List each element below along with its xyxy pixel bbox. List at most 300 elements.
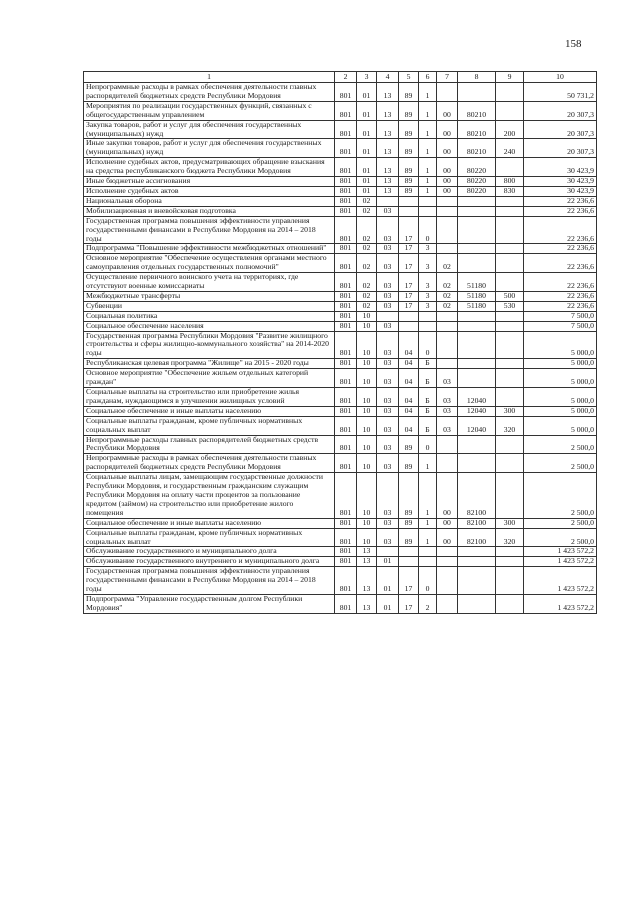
row-amount-cell: 20 307,3 (524, 120, 597, 139)
row-code-cell-c2: 801 (335, 359, 357, 369)
row-code-cell-c8: 51180 (458, 301, 496, 311)
row-code-cell-c6 (419, 321, 437, 331)
table-header-row (84, 72, 597, 83)
table-row (84, 291, 597, 301)
row-name-cell: Исполнение судебных актов, предусматривающих обращение взыскания на средства республиканского бюджета Республики Мордовия (84, 158, 335, 177)
row-code-cell-c5: 04 (399, 369, 419, 388)
table-row (84, 518, 597, 528)
row-code-cell-c4: 13 (377, 83, 399, 102)
row-code-cell-c5: 17 (399, 273, 419, 292)
table-row (84, 594, 597, 613)
row-code-cell-c3: 13 (357, 594, 377, 613)
table-row (84, 547, 597, 557)
row-code-cell-c8: 82100 (458, 518, 496, 528)
column-header: 8 (458, 72, 496, 83)
row-code-cell-c5: 89 (399, 139, 419, 158)
row-amount-cell: 22 236,6 (524, 301, 597, 311)
row-code-cell-c2: 801 (335, 101, 357, 120)
budget-table (83, 71, 597, 614)
row-amount-cell: 30 423,9 (524, 158, 597, 177)
row-code-cell-c9: 200 (496, 120, 524, 139)
row-code-cell-c5: 89 (399, 186, 419, 196)
row-name-cell: Социальное обеспечение населения (84, 321, 335, 331)
row-amount-cell: 5 000,0 (524, 416, 597, 435)
row-code-cell-c6: Б (419, 359, 437, 369)
row-code-cell-c2: 801 (335, 321, 357, 331)
row-name-cell: Государственная программа повышения эффективности управления государственными финансами в Республике Мордовия на 2014 – 2018 годы (84, 216, 335, 244)
row-code-cell-c5 (399, 311, 419, 321)
row-code-cell-c4: 13 (377, 101, 399, 120)
row-code-cell-c5: 89 (399, 473, 419, 519)
row-code-cell-c2: 801 (335, 254, 357, 273)
row-code-cell-c9 (496, 594, 524, 613)
row-code-cell-c9 (496, 557, 524, 567)
row-amount-cell: 30 423,9 (524, 186, 597, 196)
row-code-cell-c4: 03 (377, 206, 399, 216)
row-name-cell: Обслуживание государственного внутреннего и муниципального долга (84, 557, 335, 567)
row-name-cell: Непрограммные расходы в рамках обеспечения деятельности главных распорядителей бюджетных средств Республики Мордовия (84, 83, 335, 102)
row-code-cell-c4: 01 (377, 567, 399, 595)
row-code-cell-c4: 03 (377, 528, 399, 547)
row-code-cell-c3: 10 (357, 359, 377, 369)
row-code-cell-c4: 13 (377, 158, 399, 177)
row-code-cell-c6: Б (419, 416, 437, 435)
row-code-cell-c5: 89 (399, 158, 419, 177)
row-amount-cell: 7 500,0 (524, 321, 597, 331)
row-code-cell-c8 (458, 567, 496, 595)
row-code-cell-c4: 03 (377, 359, 399, 369)
table-row (84, 186, 597, 196)
row-code-cell-c7 (437, 244, 458, 254)
row-code-cell-c3: 10 (357, 435, 377, 454)
row-code-cell-c5: 04 (399, 331, 419, 359)
row-name-cell: Иные закупки товаров, работ и услуг для обеспечения государственных (муниципальных) нужд (84, 139, 335, 158)
row-code-cell-c6: 3 (419, 244, 437, 254)
row-code-cell-c5: 89 (399, 120, 419, 139)
row-code-cell-c6: 0 (419, 435, 437, 454)
row-code-cell-c3: 01 (357, 83, 377, 102)
row-code-cell-c4: 03 (377, 435, 399, 454)
row-code-cell-c5: 89 (399, 177, 419, 187)
row-code-cell-c5: 89 (399, 83, 419, 102)
row-code-cell-c6: 1 (419, 528, 437, 547)
row-amount-cell: 22 236,6 (524, 244, 597, 254)
row-code-cell-c6: 1 (419, 473, 437, 519)
column-header: 3 (357, 72, 377, 83)
row-code-cell-c4: 03 (377, 331, 399, 359)
row-code-cell-c8: 12040 (458, 416, 496, 435)
table-row (84, 206, 597, 216)
row-code-cell-c7 (437, 206, 458, 216)
row-code-cell-c2: 801 (335, 331, 357, 359)
row-code-cell-c6: 0 (419, 216, 437, 244)
row-code-cell-c4: 03 (377, 369, 399, 388)
table-row (84, 301, 597, 311)
row-code-cell-c9 (496, 254, 524, 273)
row-code-cell-c6: 1 (419, 139, 437, 158)
row-code-cell-c6: 1 (419, 158, 437, 177)
row-code-cell-c3: 10 (357, 454, 377, 473)
row-code-cell-c5 (399, 196, 419, 206)
row-code-cell-c7: 03 (437, 416, 458, 435)
row-code-cell-c7: 03 (437, 406, 458, 416)
row-name-cell: Обслуживание государственного и муниципального долга (84, 547, 335, 557)
row-name-cell: Социальная политика (84, 311, 335, 321)
row-code-cell-c8 (458, 216, 496, 244)
row-code-cell-c7 (437, 557, 458, 567)
table-row (84, 416, 597, 435)
row-code-cell-c4: 03 (377, 273, 399, 292)
row-amount-cell: 22 236,6 (524, 206, 597, 216)
row-code-cell-c9 (496, 83, 524, 102)
row-name-cell: Социальное обеспечение и иные выплаты населению (84, 518, 335, 528)
table-row (84, 369, 597, 388)
row-code-cell-c3: 02 (357, 301, 377, 311)
row-code-cell-c2: 801 (335, 406, 357, 416)
row-code-cell-c3: 02 (357, 291, 377, 301)
row-code-cell-c8 (458, 331, 496, 359)
row-code-cell-c3: 10 (357, 369, 377, 388)
row-code-cell-c5 (399, 321, 419, 331)
row-code-cell-c8 (458, 547, 496, 557)
row-code-cell-c8: 80210 (458, 120, 496, 139)
row-code-cell-c4: 01 (377, 594, 399, 613)
row-amount-cell: 7 500,0 (524, 311, 597, 321)
row-code-cell-c9 (496, 388, 524, 407)
row-code-cell-c7: 00 (437, 186, 458, 196)
table-row (84, 273, 597, 292)
row-code-cell-c8: 12040 (458, 406, 496, 416)
row-amount-cell: 1 423 572,2 (524, 594, 597, 613)
row-amount-cell: 22 236,6 (524, 273, 597, 292)
row-code-cell-c4: 03 (377, 406, 399, 416)
row-code-cell-c9 (496, 369, 524, 388)
row-code-cell-c4: 13 (377, 186, 399, 196)
row-code-cell-c7 (437, 359, 458, 369)
row-code-cell-c6: Б (419, 406, 437, 416)
row-code-cell-c7: 00 (437, 518, 458, 528)
row-code-cell-c5: 17 (399, 594, 419, 613)
row-code-cell-c3: 10 (357, 321, 377, 331)
row-code-cell-c3: 02 (357, 206, 377, 216)
row-code-cell-c7: 00 (437, 177, 458, 187)
row-code-cell-c4: 03 (377, 244, 399, 254)
row-code-cell-c3: 10 (357, 416, 377, 435)
row-name-cell: Мероприятия по реализации государственных функций, связанных с общегосударственным управлением (84, 101, 335, 120)
row-code-cell-c8: 51180 (458, 273, 496, 292)
row-code-cell-c6 (419, 196, 437, 206)
row-amount-cell: 2 500,0 (524, 454, 597, 473)
row-code-cell-c2: 801 (335, 547, 357, 557)
row-name-cell: Непрограммные расходы в рамках обеспечения деятельности главных распорядителей бюджетных средств Республики Мордовия (84, 454, 335, 473)
row-amount-cell: 22 236,6 (524, 196, 597, 206)
row-code-cell-c6: 1 (419, 518, 437, 528)
row-code-cell-c6: 3 (419, 254, 437, 273)
row-code-cell-c6 (419, 557, 437, 567)
row-code-cell-c7 (437, 594, 458, 613)
row-code-cell-c5: 89 (399, 518, 419, 528)
row-code-cell-c9: 800 (496, 177, 524, 187)
row-code-cell-c6: 0 (419, 331, 437, 359)
row-code-cell-c7: 02 (437, 254, 458, 273)
row-code-cell-c4 (377, 547, 399, 557)
row-code-cell-c6: 1 (419, 454, 437, 473)
row-name-cell: Республиканская целевая программа "Жилище" на 2015 - 2020 годы (84, 359, 335, 369)
row-name-cell: Иные бюджетные ассигнования (84, 177, 335, 187)
row-code-cell-c2: 801 (335, 291, 357, 301)
row-code-cell-c7: 03 (437, 369, 458, 388)
row-code-cell-c9: 320 (496, 528, 524, 547)
row-code-cell-c8 (458, 244, 496, 254)
row-code-cell-c7: 00 (437, 528, 458, 547)
row-code-cell-c3: 13 (357, 547, 377, 557)
row-code-cell-c9: 530 (496, 301, 524, 311)
row-code-cell-c2: 801 (335, 196, 357, 206)
row-code-cell-c6: 3 (419, 291, 437, 301)
row-code-cell-c8: 82100 (458, 528, 496, 547)
row-code-cell-c4: 03 (377, 216, 399, 244)
row-code-cell-c2: 801 (335, 273, 357, 292)
row-code-cell-c6: Б (419, 388, 437, 407)
row-code-cell-c6: 1 (419, 83, 437, 102)
column-header: 4 (377, 72, 399, 83)
row-amount-cell: 2 500,0 (524, 528, 597, 547)
row-code-cell-c8 (458, 435, 496, 454)
row-code-cell-c3: 01 (357, 177, 377, 187)
row-code-cell-c9 (496, 311, 524, 321)
row-name-cell: Основное мероприятие "Обеспечение жильем отдельных категорий граждан" (84, 369, 335, 388)
row-amount-cell: 5 000,0 (524, 369, 597, 388)
column-header: 5 (399, 72, 419, 83)
table-row (84, 557, 597, 567)
page-number: 158 (565, 38, 582, 50)
row-code-cell-c5: 89 (399, 435, 419, 454)
row-code-cell-c9 (496, 158, 524, 177)
row-code-cell-c5: 04 (399, 359, 419, 369)
row-code-cell-c2: 801 (335, 139, 357, 158)
row-code-cell-c2: 801 (335, 177, 357, 187)
row-code-cell-c9 (496, 454, 524, 473)
row-code-cell-c2: 801 (335, 473, 357, 519)
row-name-cell: Социальные выплаты гражданам, кроме публичных нормативных социальных выплат (84, 528, 335, 547)
row-code-cell-c9 (496, 273, 524, 292)
row-amount-cell: 22 236,6 (524, 254, 597, 273)
row-code-cell-c3: 10 (357, 388, 377, 407)
row-name-cell: Непрограммные расходы главных распорядителей бюджетных средств Республики Мордовия (84, 435, 335, 454)
row-code-cell-c3: 01 (357, 139, 377, 158)
row-code-cell-c9 (496, 331, 524, 359)
row-amount-cell: 30 423,9 (524, 177, 597, 187)
row-code-cell-c5: 89 (399, 454, 419, 473)
row-name-cell: Государственная программа повышения эффективности управления государственными финансами в Республике Мордовия на 2014 – 2018 годы (84, 567, 335, 595)
row-code-cell-c4: 13 (377, 120, 399, 139)
row-code-cell-c8 (458, 311, 496, 321)
table-row (84, 83, 597, 102)
row-code-cell-c2: 801 (335, 186, 357, 196)
row-code-cell-c4: 03 (377, 321, 399, 331)
row-code-cell-c2: 801 (335, 158, 357, 177)
row-code-cell-c8 (458, 454, 496, 473)
row-code-cell-c2: 801 (335, 518, 357, 528)
row-name-cell: Основное мероприятие "Обеспечение осуществления органами местного самоуправления отдельных государственных полномочий" (84, 254, 335, 273)
row-code-cell-c3: 10 (357, 528, 377, 547)
row-name-cell: Социальные выплаты гражданам, кроме публичных нормативных социальных выплат (84, 416, 335, 435)
row-name-cell: Подпрограмма "Управление государственным долгом Республики Мордовия" (84, 594, 335, 613)
row-code-cell-c8: 80220 (458, 158, 496, 177)
row-code-cell-c2: 801 (335, 388, 357, 407)
row-name-cell: Субвенции (84, 301, 335, 311)
table-row (84, 454, 597, 473)
row-code-cell-c3: 02 (357, 196, 377, 206)
row-code-cell-c2: 801 (335, 206, 357, 216)
row-name-cell: Подпрограмма "Повышение эффективности межбюджетных отношений" (84, 244, 335, 254)
row-code-cell-c7: 00 (437, 139, 458, 158)
row-code-cell-c2: 801 (335, 369, 357, 388)
row-code-cell-c2: 801 (335, 120, 357, 139)
row-code-cell-c2: 801 (335, 435, 357, 454)
row-name-cell: Межбюджетные трансферты (84, 291, 335, 301)
table-row (84, 244, 597, 254)
row-amount-cell: 20 307,3 (524, 101, 597, 120)
row-code-cell-c3: 02 (357, 244, 377, 254)
row-code-cell-c5: 17 (399, 291, 419, 301)
row-code-cell-c4: 03 (377, 454, 399, 473)
row-amount-cell: 5 000,0 (524, 359, 597, 369)
row-code-cell-c7: 00 (437, 158, 458, 177)
row-code-cell-c3: 02 (357, 216, 377, 244)
row-code-cell-c8 (458, 359, 496, 369)
row-code-cell-c8 (458, 206, 496, 216)
row-code-cell-c7 (437, 83, 458, 102)
row-amount-cell: 50 731,2 (524, 83, 597, 102)
row-name-cell: Мобилизационная и вневойсковая подготовка (84, 206, 335, 216)
row-code-cell-c9 (496, 359, 524, 369)
row-code-cell-c8: 80210 (458, 101, 496, 120)
row-amount-cell: 20 307,3 (524, 139, 597, 158)
row-code-cell-c9: 300 (496, 518, 524, 528)
row-code-cell-c9 (496, 567, 524, 595)
row-code-cell-c7 (437, 321, 458, 331)
row-amount-cell: 1 423 572,2 (524, 567, 597, 595)
row-code-cell-c6 (419, 206, 437, 216)
row-code-cell-c5: 04 (399, 416, 419, 435)
row-amount-cell: 22 236,6 (524, 216, 597, 244)
row-code-cell-c9 (496, 101, 524, 120)
row-code-cell-c4: 03 (377, 291, 399, 301)
row-code-cell-c8 (458, 83, 496, 102)
row-name-cell: Национальная оборона (84, 196, 335, 206)
row-code-cell-c8 (458, 594, 496, 613)
row-code-cell-c4: 13 (377, 177, 399, 187)
row-code-cell-c4: 03 (377, 301, 399, 311)
table-row (84, 528, 597, 547)
row-code-cell-c3: 13 (357, 567, 377, 595)
row-code-cell-c3: 02 (357, 273, 377, 292)
row-code-cell-c7: 03 (437, 388, 458, 407)
row-code-cell-c4: 03 (377, 473, 399, 519)
row-code-cell-c5: 89 (399, 528, 419, 547)
row-code-cell-c8: 80220 (458, 186, 496, 196)
row-code-cell-c5: 04 (399, 388, 419, 407)
row-code-cell-c6: 0 (419, 567, 437, 595)
row-code-cell-c9 (496, 473, 524, 519)
row-name-cell: Осуществление первичного воинского учета на территориях, где отсутствуют военные комиссариаты (84, 273, 335, 292)
row-code-cell-c9 (496, 206, 524, 216)
column-header: 7 (437, 72, 458, 83)
row-code-cell-c2: 801 (335, 567, 357, 595)
row-code-cell-c9 (496, 435, 524, 454)
row-code-cell-c7: 02 (437, 301, 458, 311)
row-code-cell-c3: 01 (357, 101, 377, 120)
row-name-cell: Исполнение судебных актов (84, 186, 335, 196)
row-code-cell-c9 (496, 547, 524, 557)
table-row (84, 311, 597, 321)
row-code-cell-c2: 801 (335, 594, 357, 613)
table-row (84, 567, 597, 595)
row-code-cell-c6: Б (419, 369, 437, 388)
table-row (84, 388, 597, 407)
column-header: 9 (496, 72, 524, 83)
row-code-cell-c2: 801 (335, 83, 357, 102)
row-code-cell-c7: 00 (437, 101, 458, 120)
row-code-cell-c9: 320 (496, 416, 524, 435)
row-code-cell-c3: 02 (357, 254, 377, 273)
row-code-cell-c4: 01 (377, 557, 399, 567)
table-row (84, 216, 597, 244)
row-code-cell-c7: 00 (437, 120, 458, 139)
row-code-cell-c4 (377, 196, 399, 206)
row-code-cell-c3: 10 (357, 406, 377, 416)
row-code-cell-c2: 801 (335, 528, 357, 547)
table-row (84, 101, 597, 120)
row-code-cell-c9 (496, 244, 524, 254)
column-header: 1 (84, 72, 335, 83)
row-code-cell-c8 (458, 557, 496, 567)
row-code-cell-c8 (458, 254, 496, 273)
row-code-cell-c6: 1 (419, 186, 437, 196)
column-header: 10 (524, 72, 597, 83)
column-header: 6 (419, 72, 437, 83)
row-code-cell-c7 (437, 196, 458, 206)
row-code-cell-c4: 03 (377, 388, 399, 407)
row-name-cell: Социальные выплаты лицам, замещающим государственные должности Республики Мордовия, и государственным гражданским служащим Республики Мордовия на оплату части процентов за пользование кредитом (займом) на строительство или приобретение жилого помещения (84, 473, 335, 519)
row-code-cell-c5: 17 (399, 254, 419, 273)
row-code-cell-c9: 500 (496, 291, 524, 301)
row-code-cell-c4: 03 (377, 416, 399, 435)
row-code-cell-c7: 02 (437, 273, 458, 292)
row-amount-cell: 1 423 572,2 (524, 557, 597, 567)
row-code-cell-c5 (399, 206, 419, 216)
row-code-cell-c6: 1 (419, 120, 437, 139)
row-code-cell-c8 (458, 196, 496, 206)
row-code-cell-c5 (399, 557, 419, 567)
row-code-cell-c4: 03 (377, 518, 399, 528)
row-code-cell-c4: 13 (377, 139, 399, 158)
row-code-cell-c3: 13 (357, 557, 377, 567)
row-name-cell: Социальные выплаты на строительство или приобретение жилья гражданам, нуждающимся в улучшении жилищных условий (84, 388, 335, 407)
row-code-cell-c6: 2 (419, 594, 437, 613)
row-code-cell-c5 (399, 547, 419, 557)
row-code-cell-c5: 04 (399, 406, 419, 416)
row-code-cell-c2: 801 (335, 244, 357, 254)
row-code-cell-c6: 3 (419, 273, 437, 292)
table-row (84, 331, 597, 359)
row-amount-cell: 5 000,0 (524, 406, 597, 416)
row-code-cell-c6 (419, 547, 437, 557)
row-code-cell-c6: 1 (419, 101, 437, 120)
table-row (84, 120, 597, 139)
row-name-cell: Социальное обеспечение и иные выплаты населению (84, 406, 335, 416)
